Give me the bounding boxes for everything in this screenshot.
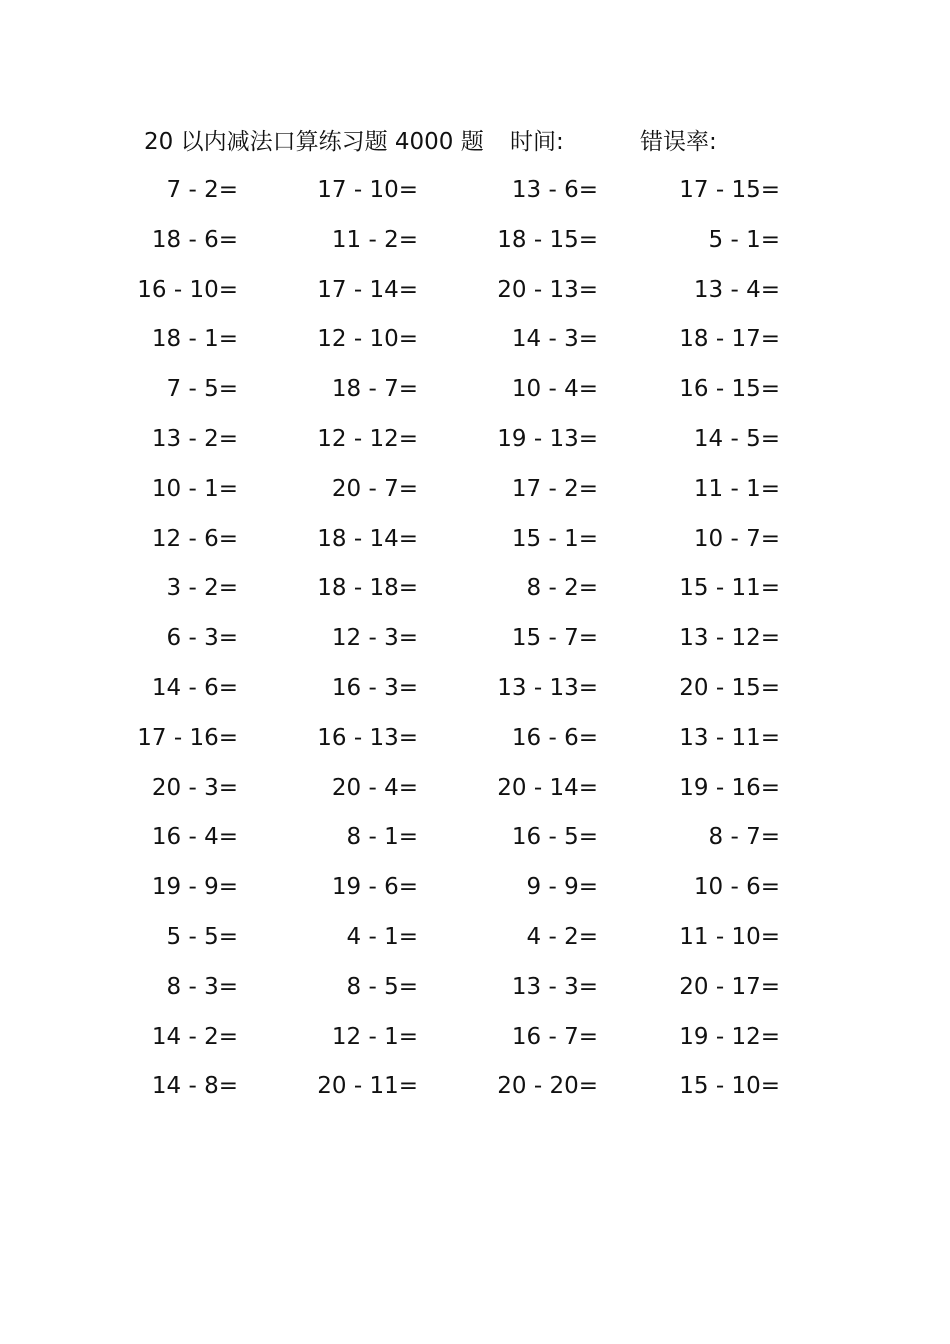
subtraction-problem: 14 - 8= bbox=[151, 1073, 238, 1100]
subtraction-problem: 18 - 14= bbox=[317, 525, 418, 552]
subtraction-problem: 15 - 11= bbox=[679, 575, 780, 602]
subtraction-problem: 3 - 2= bbox=[166, 575, 238, 602]
problem-row bbox=[0, 415, 950, 465]
subtraction-problem: 12 - 1= bbox=[331, 1023, 418, 1050]
problem-row bbox=[0, 714, 950, 764]
subtraction-problem: 8 - 2= bbox=[526, 575, 598, 602]
subtraction-problem: 10 - 7= bbox=[693, 525, 780, 552]
problem-grid bbox=[0, 166, 950, 1112]
subtraction-problem: 16 - 5= bbox=[511, 824, 598, 851]
subtraction-problem: 10 - 6= bbox=[693, 874, 780, 901]
subtraction-problem: 13 - 11= bbox=[679, 724, 780, 751]
subtraction-problem: 11 - 1= bbox=[693, 475, 780, 502]
worksheet-title: 20 以内减法口算练习题 4000 题 bbox=[144, 129, 484, 155]
subtraction-problem: 19 - 13= bbox=[497, 425, 598, 452]
subtraction-problem: 18 - 15= bbox=[497, 226, 598, 253]
problem-row bbox=[0, 963, 950, 1013]
subtraction-problem: 4 - 1= bbox=[346, 923, 418, 950]
problem-row bbox=[0, 614, 950, 664]
subtraction-problem: 20 - 11= bbox=[317, 1073, 418, 1100]
subtraction-problem: 8 - 1= bbox=[346, 824, 418, 851]
problem-row bbox=[0, 664, 950, 714]
time-label: 时间: bbox=[510, 129, 564, 155]
problem-row bbox=[0, 1013, 950, 1063]
subtraction-problem: 16 - 6= bbox=[511, 724, 598, 751]
problem-row bbox=[0, 913, 950, 963]
subtraction-problem: 10 - 4= bbox=[511, 376, 598, 403]
subtraction-problem: 10 - 1= bbox=[151, 475, 238, 502]
subtraction-problem: 20 - 7= bbox=[331, 475, 418, 502]
subtraction-problem: 8 - 3= bbox=[166, 973, 238, 1000]
subtraction-problem: 4 - 2= bbox=[526, 923, 598, 950]
subtraction-problem: 14 - 2= bbox=[151, 1023, 238, 1050]
subtraction-problem: 13 - 13= bbox=[497, 674, 598, 701]
subtraction-problem: 12 - 10= bbox=[317, 326, 418, 353]
error-rate-label: 错误率: bbox=[640, 129, 717, 155]
worksheet-header bbox=[0, 124, 950, 160]
subtraction-problem: 20 - 15= bbox=[679, 674, 780, 701]
subtraction-problem: 5 - 1= bbox=[708, 226, 780, 253]
subtraction-problem: 17 - 14= bbox=[317, 276, 418, 303]
problem-row bbox=[0, 764, 950, 814]
subtraction-problem: 8 - 5= bbox=[346, 973, 418, 1000]
subtraction-problem: 20 - 13= bbox=[497, 276, 598, 303]
subtraction-problem: 16 - 10= bbox=[137, 276, 238, 303]
subtraction-problem: 14 - 5= bbox=[693, 425, 780, 452]
subtraction-problem: 13 - 12= bbox=[679, 625, 780, 652]
subtraction-problem: 20 - 3= bbox=[151, 774, 238, 801]
subtraction-problem: 18 - 17= bbox=[679, 326, 780, 353]
subtraction-problem: 16 - 15= bbox=[679, 376, 780, 403]
subtraction-problem: 17 - 10= bbox=[317, 177, 418, 203]
subtraction-problem: 12 - 6= bbox=[151, 525, 238, 552]
subtraction-problem: 13 - 6= bbox=[511, 177, 598, 203]
subtraction-problem: 18 - 18= bbox=[317, 575, 418, 602]
subtraction-problem: 12 - 12= bbox=[317, 425, 418, 452]
problem-row bbox=[0, 465, 950, 515]
subtraction-problem: 13 - 3= bbox=[511, 973, 598, 1000]
subtraction-problem: 17 - 2= bbox=[511, 475, 598, 502]
subtraction-problem: 19 - 9= bbox=[151, 874, 238, 901]
subtraction-problem: 17 - 16= bbox=[137, 724, 238, 751]
subtraction-problem: 15 - 10= bbox=[679, 1073, 780, 1100]
problem-row bbox=[0, 216, 950, 266]
subtraction-problem: 19 - 16= bbox=[679, 774, 780, 801]
problem-row bbox=[0, 1062, 950, 1112]
subtraction-problem: 15 - 7= bbox=[511, 625, 598, 652]
subtraction-problem: 20 - 14= bbox=[497, 774, 598, 801]
subtraction-problem: 18 - 1= bbox=[151, 326, 238, 353]
subtraction-problem: 16 - 7= bbox=[511, 1023, 598, 1050]
problem-row bbox=[0, 365, 950, 415]
subtraction-problem: 8 - 7= bbox=[708, 824, 780, 851]
subtraction-problem: 7 - 2= bbox=[166, 177, 238, 203]
subtraction-problem: 14 - 3= bbox=[511, 326, 598, 353]
problem-row bbox=[0, 863, 950, 913]
subtraction-problem: 12 - 3= bbox=[331, 625, 418, 652]
problem-row bbox=[0, 315, 950, 365]
subtraction-problem: 14 - 6= bbox=[151, 674, 238, 701]
problem-row bbox=[0, 266, 950, 316]
problem-row bbox=[0, 564, 950, 614]
problem-row bbox=[0, 813, 950, 863]
subtraction-problem: 6 - 3= bbox=[166, 625, 238, 652]
subtraction-problem: 19 - 12= bbox=[679, 1023, 780, 1050]
subtraction-problem: 13 - 4= bbox=[693, 276, 780, 303]
subtraction-problem: 19 - 6= bbox=[331, 874, 418, 901]
subtraction-problem: 16 - 4= bbox=[151, 824, 238, 851]
subtraction-problem: 17 - 15= bbox=[679, 177, 780, 203]
problem-row bbox=[0, 166, 950, 216]
subtraction-problem: 20 - 4= bbox=[331, 774, 418, 801]
subtraction-problem: 7 - 5= bbox=[166, 376, 238, 403]
subtraction-problem: 20 - 20= bbox=[497, 1073, 598, 1100]
subtraction-problem: 20 - 17= bbox=[679, 973, 780, 1000]
subtraction-problem: 18 - 7= bbox=[331, 376, 418, 403]
subtraction-problem: 18 - 6= bbox=[151, 226, 238, 253]
subtraction-problem: 5 - 5= bbox=[166, 923, 238, 950]
subtraction-problem: 9 - 9= bbox=[526, 874, 598, 901]
subtraction-problem: 13 - 2= bbox=[151, 425, 238, 452]
subtraction-problem: 16 - 13= bbox=[317, 724, 418, 751]
subtraction-problem: 11 - 2= bbox=[331, 226, 418, 253]
subtraction-problem: 11 - 10= bbox=[679, 923, 780, 950]
problem-row bbox=[0, 515, 950, 565]
subtraction-problem: 16 - 3= bbox=[331, 674, 418, 701]
subtraction-problem: 15 - 1= bbox=[511, 525, 598, 552]
